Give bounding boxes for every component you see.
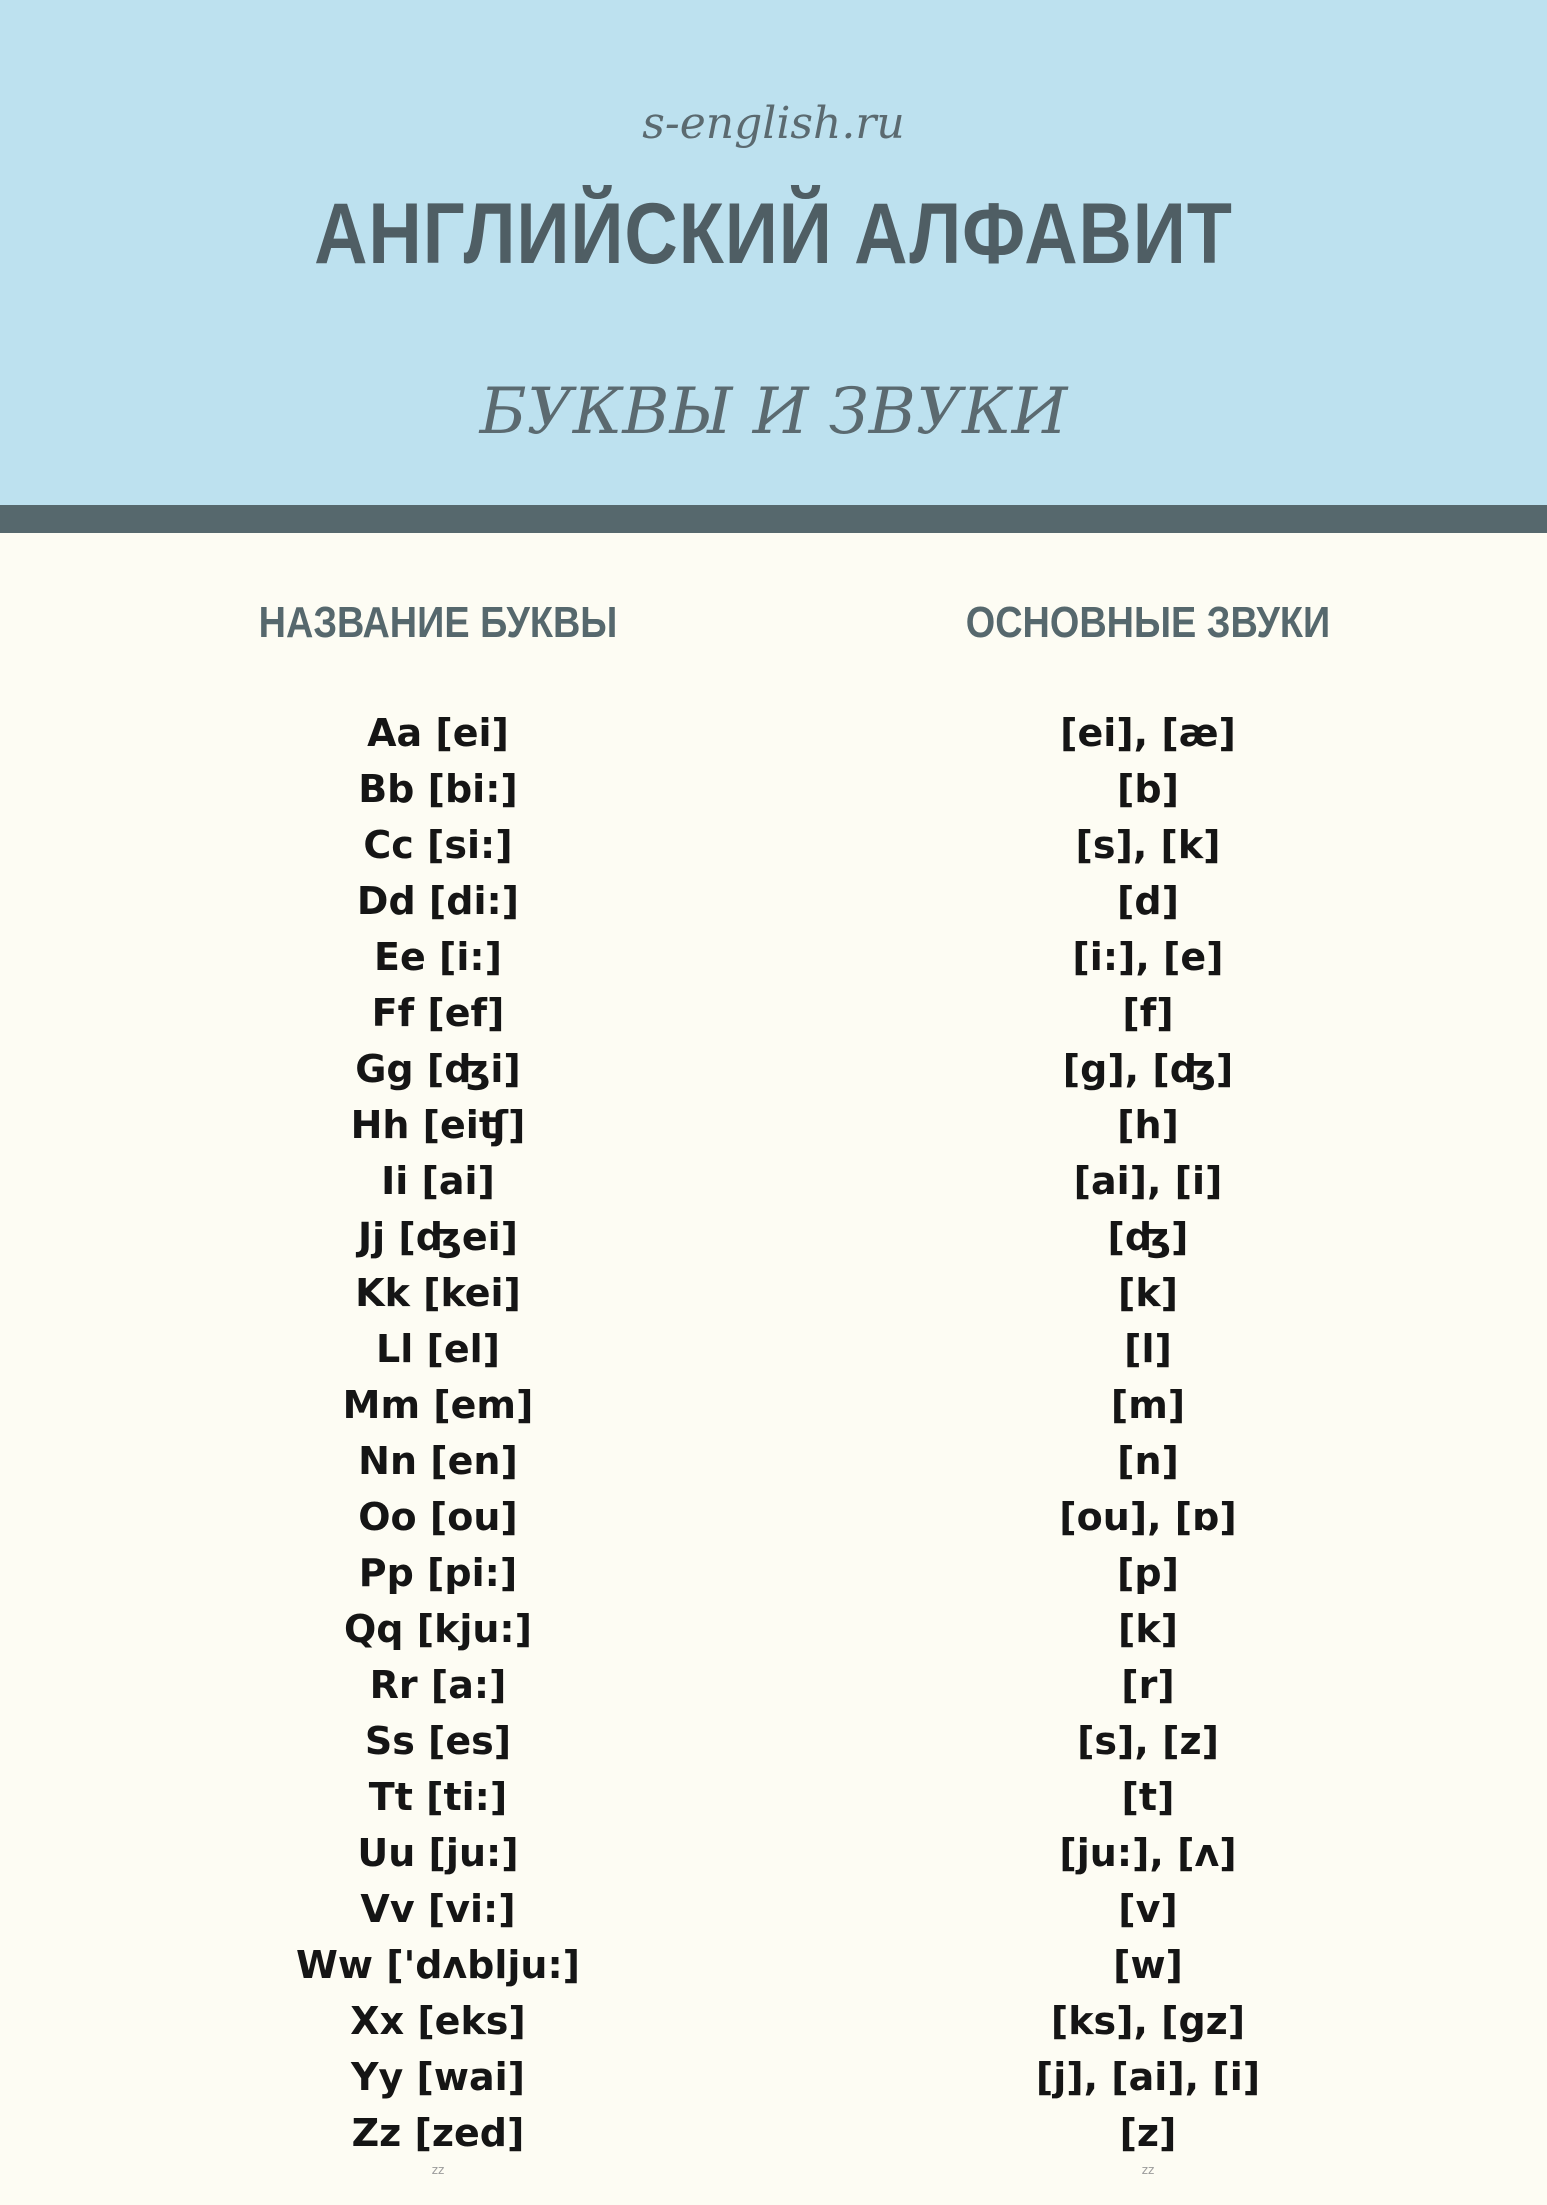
footnote-left: zz [431,2163,445,2177]
letter-name-item: Xx [eks] [350,1999,526,2043]
letter-name-item: Jj [ʤei] [357,1215,519,1259]
letter-sound-item: [w] [1113,1943,1183,1987]
page-subtitle: БУКВЫ И ЗВУКИ [479,375,1068,449]
letter-name-item: Ii [ai] [381,1159,495,1203]
letter-sound-item: [b] [1117,767,1179,811]
letter-sound-item: [ks], [gz] [1050,1999,1246,2043]
letter-name-item: Zz [zed] [351,2111,525,2155]
letter-sound-item: [ei], [æ] [1060,711,1236,755]
letter-sound-item: [n] [1117,1439,1179,1483]
sounds-list [848,705,1448,2161]
letter-name-item: Nn [en] [358,1439,518,1483]
letter-sound-item: [p] [1117,1551,1179,1595]
letter-sound-item: [f] [1122,991,1174,1035]
letter-sound-item: [h] [1117,1103,1179,1147]
letters-column-heading: НАЗВАНИЕ БУКВЫ [258,598,618,647]
letter-sound-item: [m] [1110,1383,1186,1427]
header-banner [0,0,1547,505]
letter-sound-item: [ju:], [ʌ] [1059,1831,1237,1875]
letter-name-item: Hh [eiʧ] [350,1103,526,1147]
letter-name-item: Qq [kju:] [343,1607,532,1651]
letter-sound-item: [l] [1124,1327,1172,1371]
letter-name-item: Cc [si:] [363,823,513,867]
letter-name-item: Ss [es] [364,1719,512,1763]
sounds-column-heading: ОСНОВНЫЕ ЗВУКИ [965,598,1331,647]
letter-sound-item: [g], [ʤ] [1062,1047,1234,1091]
page-title: АНГЛИЙСКИЙ АЛФАВИТ [314,186,1233,282]
letter-sound-item: [ou], [ɒ] [1059,1495,1237,1539]
letter-name-item: Bb [bi:] [358,767,518,811]
letter-sound-item: [ʤ] [1107,1215,1189,1259]
site-name: s-english.ru [642,98,905,149]
letter-sound-item: [z] [1119,2111,1177,2155]
letter-name-item: Vv [vi:] [360,1887,516,1931]
letter-name-item: Ff [ef] [371,991,505,1035]
letter-name-item: Dd [di:] [356,879,520,923]
letter-sound-item: [k] [1117,1271,1178,1315]
letter-name-item: Uu [ju:] [357,1831,519,1875]
letter-name-item: Gg [ʤi] [355,1047,521,1091]
letter-name-item: Oo [ou] [358,1495,518,1539]
letter-name-item: Pp [pi:] [358,1551,518,1595]
letter-sound-item: [r] [1121,1663,1175,1707]
letter-sound-item: [v] [1118,1887,1178,1931]
letter-name-item: Rr [a:] [369,1663,507,1707]
letter-name-item: Aa [ei] [367,711,509,755]
letter-sound-item: [k] [1117,1607,1178,1651]
letter-sound-item: [i:], [e] [1072,935,1224,979]
letter-sound-item: [s], [z] [1077,1719,1219,1763]
letter-name-item: Tt [ti:] [368,1775,508,1819]
letter-name-item: Ee [i:] [374,935,502,979]
letter-name-item: Ww ['dʌblju:] [295,1943,581,1987]
letter-sound-item: [t] [1121,1775,1175,1819]
footnote-right: zz [1141,2163,1155,2177]
letter-name-item: Ll [el] [375,1327,500,1371]
letter-name-item: Yy [wai] [350,2055,526,2099]
letter-sound-item: [s], [k] [1075,823,1221,867]
letters-list [138,705,738,2161]
letter-sound-item: [ai], [i] [1073,1159,1223,1203]
header-divider [0,505,1547,533]
letter-name-item: Mm [em] [342,1383,534,1427]
letter-name-item: Kk [kei] [355,1271,521,1315]
letter-sound-item: [d] [1117,879,1179,923]
letter-sound-item: [j], [ai], [i] [1035,2055,1261,2099]
